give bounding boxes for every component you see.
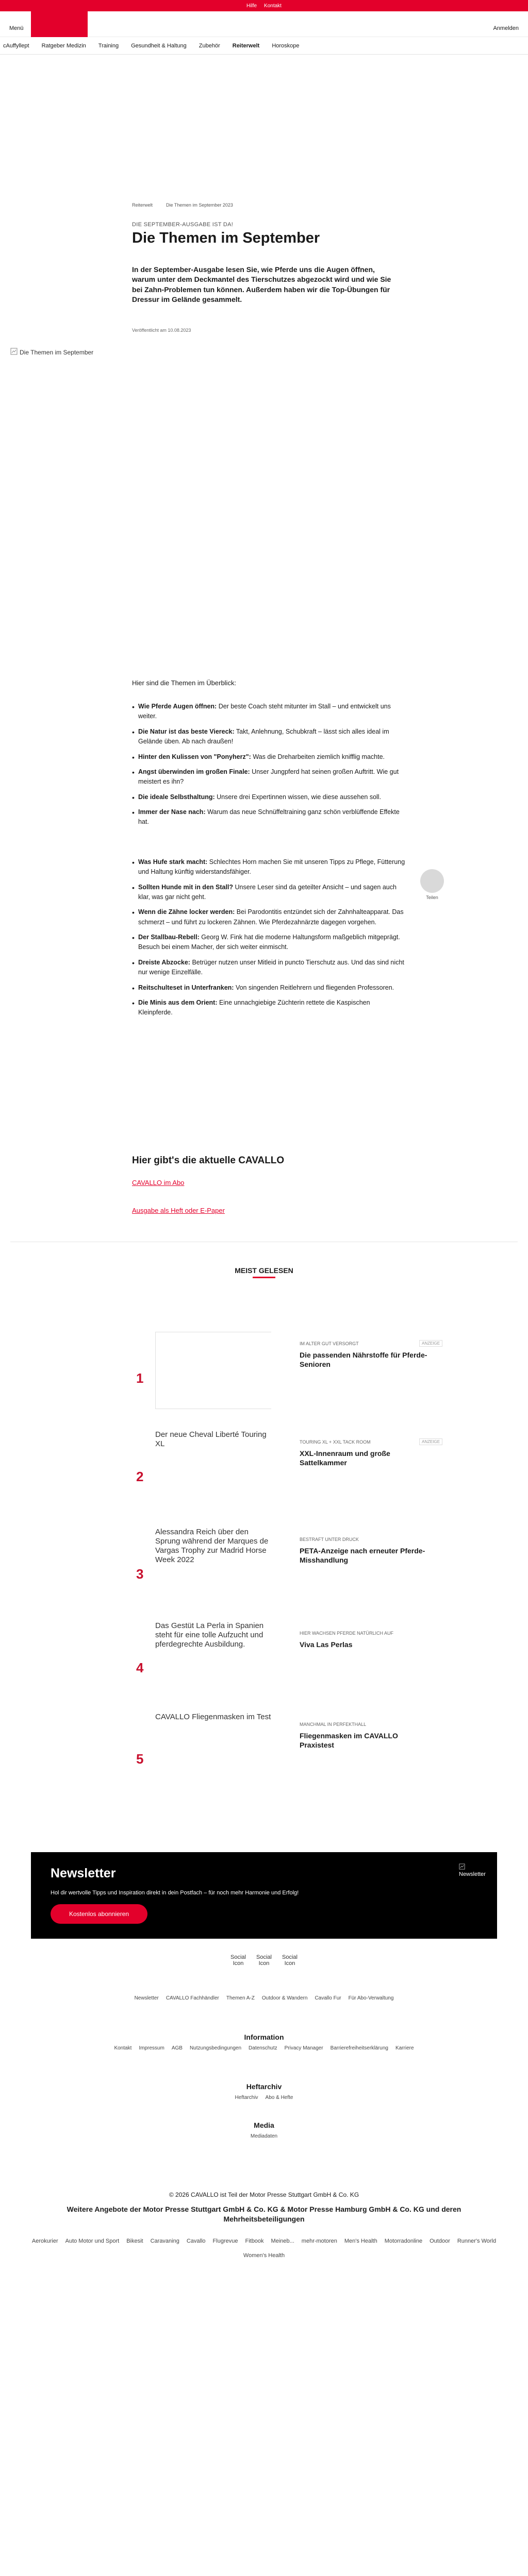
most-read-rank: 5	[136, 1751, 144, 1767]
topic-list-item	[132, 998, 405, 1018]
most-read-rank: 4	[136, 1660, 144, 1675]
article-intro: In der September-Ausgabe lesen Sie, wie Pferde uns die Augen öffnen, warum unter dem Deckmantel des Tierschutzes abgezockt wird und wie Sie bei Zahn-Problemen tun können. Außerdem haben wir die Top-Übungen für Dressur im Gelände gesammelt.	[132, 265, 391, 303]
most-read-rank: 2	[136, 1469, 144, 1484]
topic-list-item	[132, 792, 405, 802]
newsletter-box	[31, 1852, 497, 1939]
newsletter-title: Newsletter	[51, 1866, 116, 1880]
most-read-image-alt: CAVALLO Fliegenmasken im Test	[155, 1713, 271, 1721]
footer-heft-links	[0, 2095, 528, 2100]
login-link[interactable]: Anmelden	[493, 25, 519, 31]
most-read-heading: MEIST GELESEN	[235, 1266, 293, 1275]
nav-item-active[interactable]: Reiterwelt	[232, 42, 260, 49]
topic-term: Die ideale Selbsthaltung:	[138, 793, 215, 801]
partner-link[interactable]: Auto Motor und Sport	[65, 2238, 120, 2244]
topic-term: Hinter den Kulissen von "Ponyherz":	[138, 753, 251, 760]
nav-item[interactable]: Zubehör	[199, 42, 220, 49]
topic-list-item	[132, 702, 405, 722]
partner-link[interactable]: Women's Health	[243, 2252, 285, 2259]
current-issue-heading: Hier gibt's die aktuelle CAVALLO	[132, 1155, 285, 1166]
most-read-image-alt: Der neue Cheval Liberté Touring XL	[155, 1430, 267, 1448]
footer-link[interactable]: Datenschutz	[249, 2045, 277, 2051]
topic-list-item	[132, 857, 405, 877]
topic-list-item	[132, 727, 405, 747]
menu-button[interactable]: Menü	[9, 25, 24, 31]
footer-link[interactable]: Newsletter	[134, 1995, 159, 2001]
site-header	[0, 11, 528, 37]
footer-link[interactable]: Cavallo Fur	[315, 1995, 341, 2001]
topic-term: Dreiste Abzocke:	[138, 958, 190, 966]
topic-text: Takt, Anlehnung, Schubkraft – lässt sich alles ideal im Gelände üben. Ab nach draußen!	[138, 727, 389, 745]
breadcrumb-current: Die Themen im September 2023	[166, 202, 233, 208]
hero-image	[10, 348, 518, 667]
footer-link[interactable]: Für Abo-Verwaltung	[348, 1995, 394, 2001]
topic-term: Sollten Hunde mit in den Stall?	[138, 883, 234, 891]
footer-link[interactable]: Kontakt	[114, 2045, 132, 2051]
partner-heading: Weitere Angebote der Motor Presse Stuttgart GmbH & Co. KG & Motor Presse Hamburg GmbH & Co. KG und deren Mehrheitsbeteiligungen	[67, 2205, 461, 2223]
ad-badge: ANZEIGE	[419, 1340, 442, 1347]
partner-link[interactable]: Outdoor	[430, 2238, 450, 2244]
facebook-icon[interactable]: Social Icon	[230, 1954, 246, 1967]
footer-link[interactable]: Impressum	[139, 2045, 164, 2051]
partner-link[interactable]: mehr-motoren	[301, 2238, 337, 2244]
most-read-item[interactable]	[132, 1528, 425, 1610]
topic-list-item	[132, 807, 405, 827]
footer-info-links	[0, 2045, 528, 2051]
topic-text: Bei Parodontitis entzündet sich der Zahnhalteapparat. Das schmerzt – und führt zu lockeren Zähnen. Wie Pferdezahnärzte dagegen vorgehen.	[138, 908, 404, 926]
most-read-image[interactable]	[155, 1621, 271, 1699]
partner-link[interactable]: Aerokurier	[31, 2238, 58, 2244]
topic-term: Wie Pferde Augen öffnen:	[138, 703, 217, 710]
nav-item[interactable]: Training	[98, 42, 119, 49]
page-title: Die Themen im September	[132, 230, 320, 246]
footer-media-links	[0, 2133, 528, 2139]
share-button[interactable]	[420, 869, 444, 893]
most-read-kicker: IM ALTER GUT VERSORGT	[300, 1341, 359, 1346]
footer-nav	[0, 1995, 528, 2001]
topic-text: Was die Dreharbeiten ziemlich knifflig machte.	[253, 753, 385, 760]
topic-list-item	[132, 752, 405, 762]
most-read-image[interactable]	[155, 1528, 271, 1605]
most-read-title[interactable]: XXL-Innenraum und große Sattelkammer	[300, 1449, 390, 1467]
partner-link[interactable]: Fitbook	[245, 2238, 264, 2244]
footer-link[interactable]: Mediadaten	[250, 2133, 278, 2139]
most-read-image-alt: Alessandra Reich über den Sprung während der Marques de Vargas Trophy zur Madrid Horse Week 2022	[155, 1528, 269, 1564]
footer-link[interactable]: Themen A-Z	[226, 1995, 255, 2001]
heft-link[interactable]: Ausgabe als Heft oder E-Paper	[132, 1207, 225, 1214]
topic-list-item	[132, 983, 405, 993]
topic-text: Der beste Coach steht mitunter im Stall – und entwickelt uns weiter.	[138, 703, 391, 720]
topbar-link-kontakt[interactable]: Kontakt	[264, 3, 282, 9]
list-spacer	[132, 833, 405, 852]
share-label: Teilen	[426, 895, 438, 900]
body-intro: Hier sind die Themen im Überblick:	[132, 679, 237, 687]
partner-link[interactable]: Cavallo	[186, 2238, 206, 2244]
partner-link[interactable]: Runner's World	[457, 2238, 497, 2244]
abo-link[interactable]: CAVALLO im Abo	[132, 1179, 185, 1187]
pinterest-icon[interactable]: Social Icon	[282, 1954, 298, 1967]
cavallo-logo[interactable]	[31, 11, 88, 37]
partner-link[interactable]: Motorradonline	[384, 2238, 423, 2244]
most-read-image[interactable]	[155, 1430, 271, 1507]
footer-info-title: Information	[244, 2033, 284, 2041]
topic-term: Die Natur ist das beste Viereck:	[138, 727, 235, 735]
article-kicker: DIE SEPTEMBER-AUSGABE IST DA!	[132, 222, 234, 228]
nav-item[interactable]: Horoskope	[272, 42, 300, 49]
topic-text: Unsere drei Expertinnen wissen, wie diese aussehen soll.	[217, 793, 382, 801]
partner-link[interactable]: Caravaning	[150, 2238, 179, 2244]
hero-image-alt: Die Themen im September	[20, 348, 94, 356]
heading-underline	[253, 1277, 275, 1278]
footer-link[interactable]: Outdoor & Wandern	[261, 1995, 308, 2001]
most-read-item[interactable]	[132, 1621, 416, 1704]
topic-list-item	[132, 958, 405, 978]
footer-heft-title: Heftarchiv	[246, 2082, 282, 2091]
topic-list-item	[132, 883, 405, 903]
most-read-image[interactable]	[155, 1713, 271, 1790]
footer-link[interactable]: Heftarchiv	[235, 2095, 258, 2100]
partner-link[interactable]: Meineb...	[271, 2238, 294, 2244]
footer-link[interactable]: Abo & Hefte	[265, 2095, 293, 2100]
newsletter-subscribe-button[interactable]: Kostenlos abonnieren	[51, 1904, 147, 1924]
newsletter-image-alt: Newsletter	[459, 1871, 486, 1877]
footer-link[interactable]: Privacy Manager	[284, 2045, 323, 2051]
footer-link[interactable]: Karriere	[395, 2045, 414, 2051]
most-read-image-alt: Das Gestüt La Perla in Spanien steht für eine tolle Aufzucht und pferdegrechte Ausbildung.	[155, 1621, 264, 1649]
copyright: © 2026 CAVALLO ist Teil der Motor Presse Stuttgart GmbH & Co. KG	[169, 2191, 359, 2198]
topic-text: Unser Jungpferd hat seinen großen Auftritt. Wie gut meistert es ihn?	[138, 768, 399, 786]
broken-image-icon	[10, 348, 18, 357]
broken-image-icon	[459, 1865, 465, 1871]
topic-text: Unsere Leser sind da geteilter Ansicht – und sagen auch klar, was gar nicht geht.	[138, 883, 397, 901]
partner-link[interactable]: Bikesit	[126, 2238, 143, 2244]
topbar-link-hilfe[interactable]: Hilfe	[246, 3, 257, 9]
breadcrumb-item[interactable]: Reiterwelt	[132, 202, 153, 208]
topic-term: Reitschulteset in Unterfranken:	[138, 984, 234, 991]
most-read-title[interactable]: PETA-Anzeige nach erneuter Pferde-Misshandlung	[300, 1547, 425, 1565]
most-read-title[interactable]: Fliegenmasken im CAVALLO Praxistest	[300, 1732, 398, 1750]
topic-text: Warum das neue Schnüffeltraining ganz schön verblüffende Effekte hat.	[138, 808, 400, 826]
topic-text: Georg W. Fink hat die moderne Haltungsform maßgeblich mitgeprägt. Besuch bei einem Macher, der sich weiter einmischt.	[138, 934, 400, 951]
topic-term: Angst überwinden im großen Finale:	[138, 768, 250, 775]
most-read-kicker: TOURING XL + XXL TACK ROOM	[300, 1439, 371, 1445]
most-read-kicker: MANCHMAL IN PERFEKTHALL	[300, 1722, 367, 1727]
most-read-item[interactable]	[132, 1713, 416, 1795]
main-nav	[0, 37, 528, 55]
footer-link[interactable]: Barrierefreiheitserklärung	[330, 2045, 388, 2051]
newsletter-image	[459, 1863, 485, 1889]
topic-list	[132, 702, 405, 1023]
footer-link[interactable]: CAVALLO Fachhändler	[166, 1995, 219, 2001]
footer-link[interactable]: Nutzungsbedingungen	[189, 2045, 242, 2051]
nav-item[interactable]: cAuffyllept	[3, 42, 29, 49]
breadcrumb	[132, 202, 400, 208]
most-read-image[interactable]	[155, 1332, 271, 1409]
topic-text: Schlechtes Horn machen Sie mit unseren Tipps zu Pflege, Fütterung und Haltung künftig widerstandsfähiger.	[138, 858, 405, 876]
most-read-rank: 1	[136, 1370, 144, 1386]
partner-links	[31, 2237, 497, 2260]
nav-item[interactable]: Gesundheit & Haltung	[131, 42, 187, 49]
topic-list-item	[132, 933, 405, 953]
topic-text: Betrüger nutzen unser Mitleid in puncto Tierschutz aus. Und das sind nicht nur wenige Einzelfälle.	[138, 958, 404, 976]
topic-term: Die Minis aus dem Orient:	[138, 998, 218, 1006]
topic-list-item	[132, 907, 405, 927]
topic-term: Wenn die Zähne locker werden:	[138, 908, 235, 916]
most-read-kicker: BESTRAFT UNTER DRUCK	[300, 1537, 359, 1542]
most-read-title[interactable]: Viva Las Perlas	[300, 1640, 353, 1649]
topic-text: Eine unnachgiebige Züchterin rettete die Kaspischen Kleinpferde.	[138, 998, 370, 1016]
topic-term: Immer der Nase nach:	[138, 808, 206, 816]
instagram-icon[interactable]: Social Icon	[256, 1954, 272, 1967]
topic-text: Von singenden Reitlehrern und fliegenden Professoren.	[235, 984, 394, 991]
partner-link[interactable]: Flugrevue	[212, 2238, 238, 2244]
partner-link[interactable]: Men's Health	[344, 2238, 377, 2244]
topic-term: Was Hufe stark macht:	[138, 858, 208, 866]
ad-badge: ANZEIGE	[419, 1438, 442, 1445]
footer-media-title: Media	[254, 2121, 274, 2129]
topic-term: Der Stallbau-Rebell:	[138, 934, 200, 941]
topic-list-item	[132, 767, 405, 787]
newsletter-text: Hol dir wertvolle Tipps und Inspiration direkt in dein Postfach – für noch mehr Harmonie und Erfolg!	[51, 1890, 299, 1896]
most-read-item[interactable]	[132, 1332, 440, 1414]
most-read-kicker: HIER WACHSEN PFERDE NATÜRLICH AUF	[300, 1631, 394, 1636]
most-read-title[interactable]: Die passenden Nährstoffe für Pferde-Senioren	[300, 1351, 427, 1369]
publish-date: Veröffentlicht am 10.08.2023	[132, 328, 191, 333]
nav-item[interactable]: Ratgeber Medizin	[41, 42, 86, 49]
footer-link[interactable]: AGB	[171, 2045, 183, 2051]
social-links	[0, 1954, 528, 1975]
top-bar	[0, 0, 528, 11]
most-read-rank: 3	[136, 1566, 144, 1582]
most-read-item[interactable]	[132, 1430, 440, 1513]
